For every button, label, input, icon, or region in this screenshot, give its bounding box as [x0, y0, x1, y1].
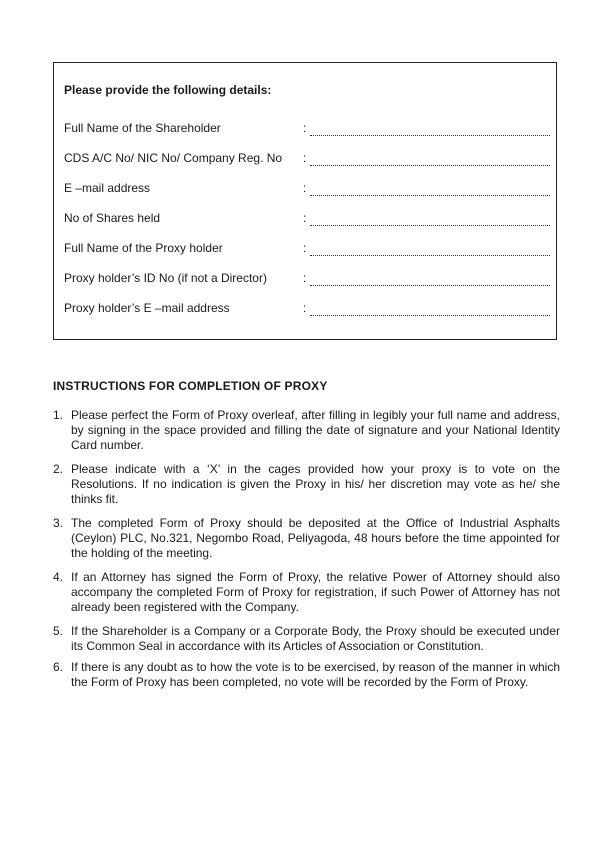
- instruction-text: The completed Form of Proxy should be deposited at the Office of Industrial Asphalts (Ceylon) PLC, No.321, Negombo Road, Peliyagoda, 48 hours before the time appointed for the holding of the meeting.: [71, 516, 560, 560]
- instruction-number: 6.: [53, 660, 64, 674]
- field-colon: :: [303, 241, 307, 255]
- field-colon: :: [303, 181, 307, 195]
- field-label: Proxy holder’s ID No (if not a Director): [64, 271, 267, 285]
- field-label: Full Name of the Shareholder: [64, 121, 221, 135]
- field-shareholder-name: [64, 121, 550, 137]
- field-colon: :: [303, 121, 307, 135]
- field-label: No of Shares held: [64, 211, 161, 225]
- instruction-item: [53, 462, 560, 507]
- instruction-number: 2.: [53, 462, 64, 476]
- instruction-text: If an Attorney has signed the Form of Proxy, the relative Power of Attorney should also accompany the completed Form of Proxy for registration, if such Power of Attorney has not already been registered with the Company.: [71, 570, 560, 614]
- field-fill-line[interactable]: [310, 301, 550, 316]
- field-proxy-name: [64, 241, 550, 257]
- field-label: Proxy holder’s E –mail address: [64, 301, 230, 315]
- shareholder-details-box: [53, 62, 557, 340]
- field-label: CDS A/C No/ NIC No/ Company Reg. No: [64, 151, 283, 165]
- instruction-item: [53, 624, 560, 654]
- field-label: Full Name of the Proxy holder: [64, 241, 223, 255]
- instruction-item: [53, 408, 560, 453]
- instruction-text: If there is any doubt as to how the vote is to be exercised, by reason of the manner in which the Form of Proxy has been completed, no vote will be recorded by the Form of Proxy.: [71, 660, 560, 689]
- instruction-text: Please indicate with a ‘X’ in the cages provided how your proxy is to vote on the Resolutions. If no indication is given the Proxy in his/ her discretion may vote as he/ she thinks fit.: [71, 462, 560, 506]
- field-colon: :: [303, 151, 307, 165]
- instruction-number: 3.: [53, 516, 64, 530]
- field-fill-line[interactable]: [310, 121, 550, 136]
- field-fill-line[interactable]: [310, 151, 550, 166]
- field-email: [64, 181, 550, 197]
- instruction-text: If the Shareholder is a Company or a Corporate Body, the Proxy should be executed under its Common Seal in accordance with its Articles of Association or Constitution.: [71, 624, 560, 653]
- field-fill-line[interactable]: [310, 271, 550, 286]
- instruction-item: [53, 660, 560, 690]
- field-colon: :: [303, 211, 307, 225]
- field-cds-nic-reg-no: [64, 151, 550, 167]
- field-shares-held: [64, 211, 550, 227]
- instruction-item: [53, 570, 560, 615]
- field-label: E –mail address: [64, 181, 151, 195]
- instruction-number: 1.: [53, 408, 64, 422]
- field-proxy-email: [64, 301, 550, 317]
- instruction-item: [53, 516, 560, 561]
- details-heading: Please provide the following details:: [64, 83, 272, 97]
- instruction-number: 5.: [53, 624, 64, 638]
- field-colon: :: [303, 301, 307, 315]
- field-proxy-id: [64, 271, 550, 287]
- instruction-text: Please perfect the Form of Proxy overleaf, after filling in legibly your full name and address, by signing in the space provided and filling the date of signature and your National Identity Card number.: [71, 408, 560, 452]
- field-fill-line[interactable]: [310, 241, 550, 256]
- field-fill-line[interactable]: [310, 181, 550, 196]
- instructions-title: INSTRUCTIONS FOR COMPLETION OF PROXY: [53, 379, 328, 393]
- instruction-number: 4.: [53, 570, 64, 584]
- field-fill-line[interactable]: [310, 211, 550, 226]
- field-colon: :: [303, 271, 307, 285]
